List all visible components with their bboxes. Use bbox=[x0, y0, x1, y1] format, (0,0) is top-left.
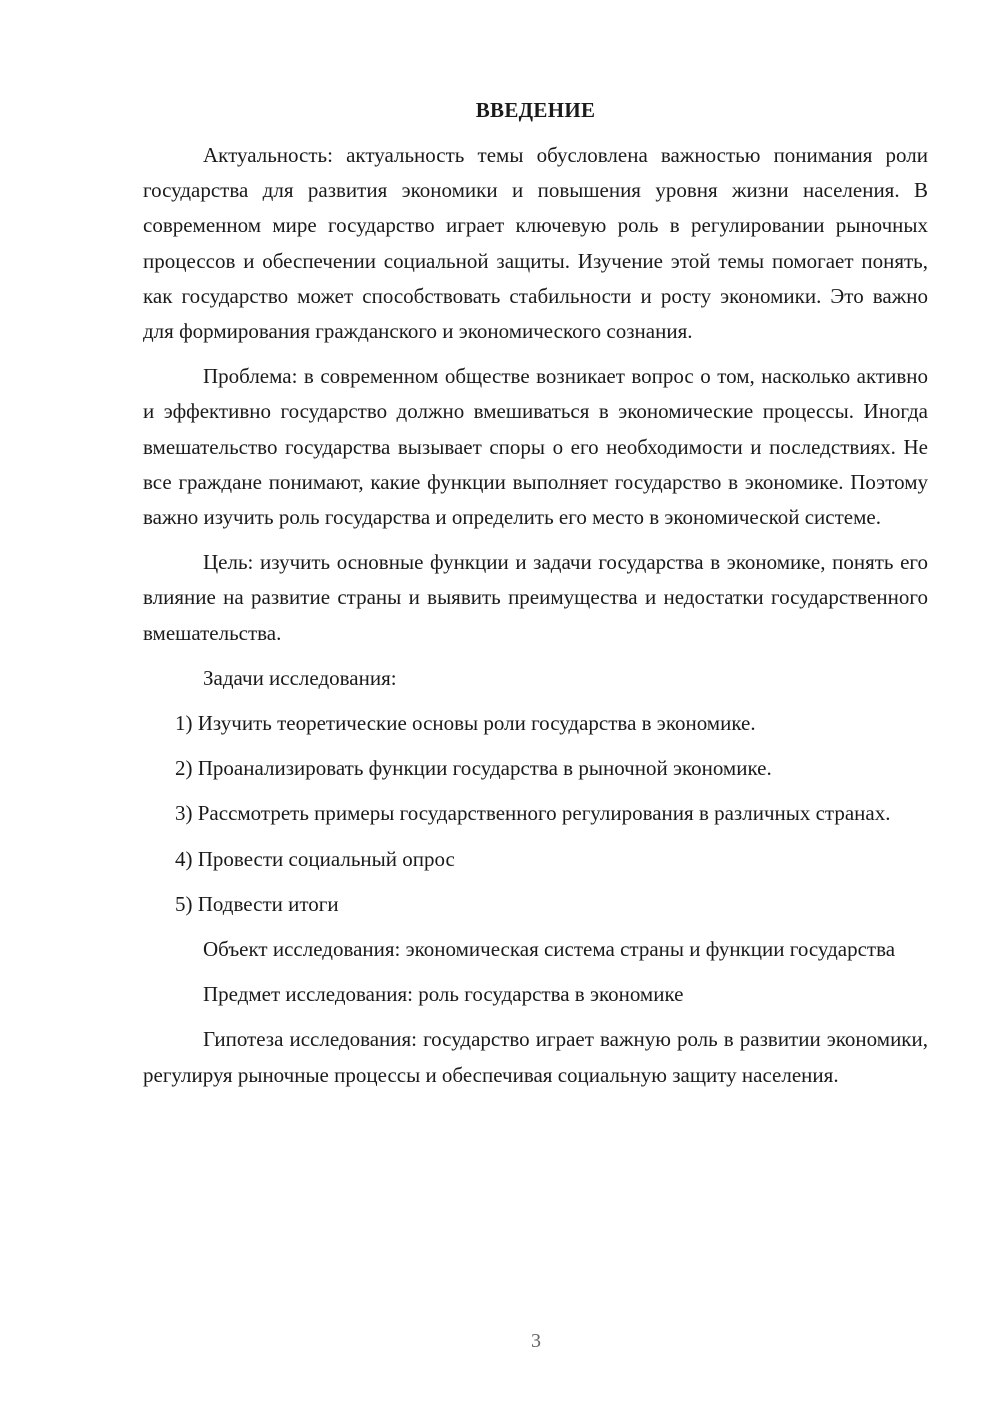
paragraph-goal: Цель: изучить основные функции и задачи государства в экономике, понять его влияние на развитие страны и выявить преимущества и недостатки государственного вмешательства. bbox=[143, 550, 928, 645]
paragraph-problem: Проблема: в современном обществе возникает вопрос о том, насколько активно и эффективно государство должно вмешиваться в экономические процессы. Иногда вмешательство государства вызывает споры о его необходимости и последствиях. Не все граждане понимают, какие функции выполняет государство в экономике. Поэтому важно изучить роль государства и определить его место в экономической системе. bbox=[143, 364, 928, 530]
paragraph-object: Объект исследования: экономическая система страны и функции государства bbox=[203, 937, 896, 962]
page-title: ВВЕДЕНИЕ bbox=[475, 98, 596, 122]
task-item-2: 2) Проанализировать функции государства в рыночной экономике. bbox=[175, 756, 772, 781]
task-item-4: 4) Провести социальный опрос bbox=[175, 846, 455, 871]
document-page bbox=[143, 93, 928, 1093]
paragraph-subject: Предмет исследования: роль государства в экономике bbox=[203, 982, 684, 1007]
task-item-1: 1) Изучить теоретические основы роли государства в экономике. bbox=[175, 711, 756, 736]
paragraph-relevance: Актуальность: актуальность темы обусловлена важностью понимания роли государства для развития экономики и повышения уровня жизни населения. В современном мире государство играет ключевую роль в регулировании рыночных процессов и обеспечении социальной защиты. Изучение этой темы помогает понять, как государство может способствовать стабильности и росту экономики. Это важно для формирования гражданского и экономического сознания. bbox=[143, 143, 928, 344]
paragraph-hypothesis: Гипотеза исследования: государство играет важную роль в развитии экономики, регулируя рыночные процессы и обеспечивая социальную защиту населения. bbox=[143, 1027, 928, 1087]
task-item-3: 3) Рассмотреть примеры государственного регулирования в различных странах. bbox=[175, 801, 891, 826]
page-number: 3 bbox=[531, 1330, 541, 1352]
tasks-heading: Задачи исследования: bbox=[203, 665, 397, 690]
task-item-5: 5) Подвести итоги bbox=[175, 891, 339, 916]
